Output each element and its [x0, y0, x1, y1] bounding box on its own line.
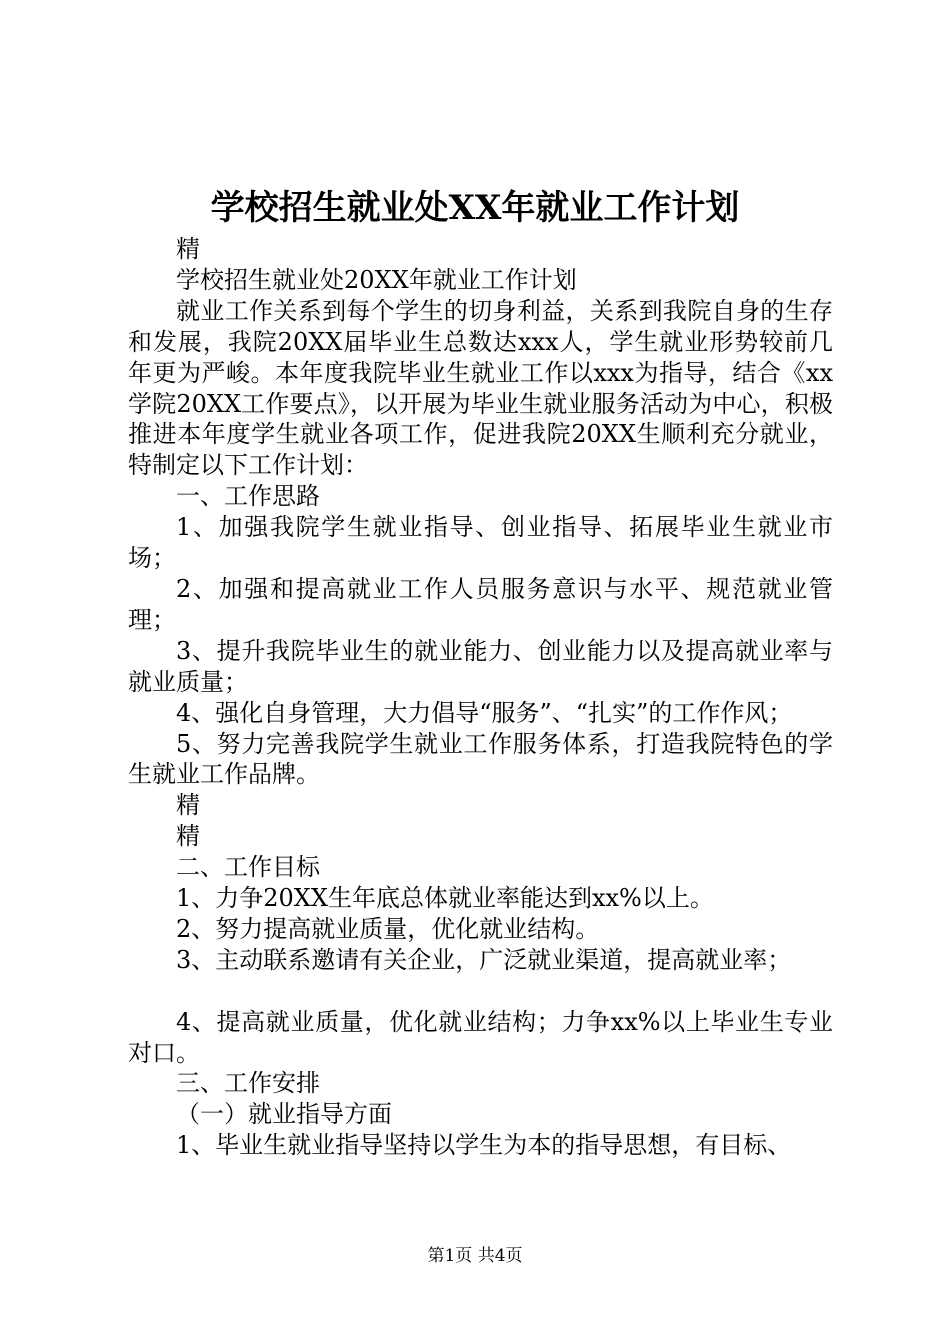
paragraph: 精: [176, 235, 200, 263]
list-item: 4、提高就业质量，优化就业结构；力争xx%以上毕业生专业对口。: [128, 1007, 833, 1067]
page-footer: 第1页 共4页: [427, 1246, 523, 1266]
paragraph: 精: [176, 822, 200, 851]
paragraph: 就业工作关系到每个学生的切身利益，关系到我院自身的生存和发展，我院20XX届毕业生总数达xxx人，学生就业形势较前几年更为严峻。本年度我院毕业生就业工作以xxx为指导，结合《xx学院20XX工作要点》，以开展为毕业生就业服务活动为中心，积极推进本年度学生就业各项工作，促进我院20XX生顺利充分就业，特制定以下工作计划：: [128, 296, 833, 480]
paragraph: 学校招生就业处20XX年就业工作计划: [176, 265, 577, 294]
subsection-heading: （一）就业指导方面: [176, 1100, 392, 1129]
list-item: 1、加强我院学生就业指导、创业指导、拓展毕业生就业市场；: [128, 513, 833, 573]
document-title: 学校招生就业处XX年就业工作计划: [210, 188, 740, 228]
list-item: 2、加强和提高就业工作人员服务意识与水平、规范就业管理；: [128, 574, 833, 634]
list-item: 4、强化自身管理，大力倡导“服务”、“扎实”的工作作风；: [176, 698, 793, 727]
section-heading: 一、工作思路: [176, 482, 320, 511]
list-item: 3、主动联系邀请有关企业，广泛就业渠道，提高就业率；: [176, 945, 792, 974]
blank-line: [128, 976, 833, 1007]
list-item: 2、努力提高就业质量，优化就业结构。: [176, 914, 600, 943]
list-item: 1、力争20XX生年底总体就业率能达到xx%以上。: [176, 884, 714, 913]
section-heading: 二、工作目标: [176, 853, 320, 882]
list-item: 5、努力完善我院学生就业工作服务体系，打造我院特色的学生就业工作品牌。: [128, 729, 833, 789]
list-item: 3、提升我院毕业生的就业能力、创业能力以及提高就业率与就业质量；: [128, 636, 833, 696]
paragraph: 精: [176, 791, 200, 820]
section-heading: 三、工作安排: [176, 1069, 320, 1098]
list-item: 1、毕业生就业指导坚持以学生为本的指导思想，有目标、: [176, 1131, 792, 1160]
document-body: [128, 234, 833, 1161]
